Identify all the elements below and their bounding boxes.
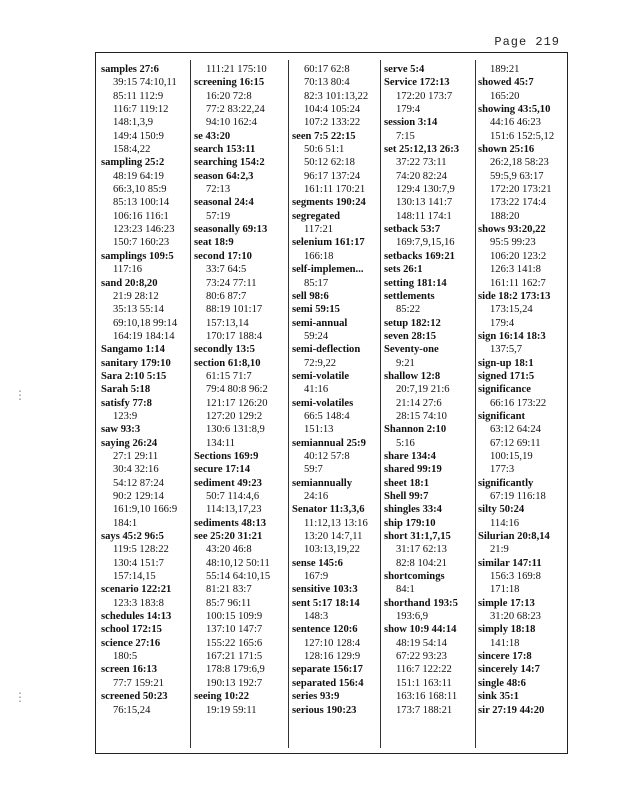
index-page-reference: 100:15 109:9 (206, 611, 263, 623)
index-page-reference: 128:16 129:9 (304, 651, 361, 663)
index-page-reference: 141:18 (490, 637, 520, 649)
index-page-reference: 106:16 116:1 (113, 210, 169, 222)
index-page-reference: 11:12,13 13:16 (304, 517, 368, 529)
index-term-entry: shared 99:19 (384, 464, 442, 476)
index-page-reference: 130:4 151:7 (113, 557, 164, 569)
index-page-reference: 188:20 (490, 210, 520, 222)
index-page-reference: 156:3 169:8 (490, 571, 541, 583)
index-page-reference: 67:22 93:23 (396, 651, 447, 663)
index-term-entry: Shannon 2:10 (384, 424, 447, 436)
index-page-reference: 48:19 54:14 (396, 637, 447, 649)
index-page-reference: 104:4 105:24 (304, 104, 361, 116)
index-page-reference: 48:10,12 50:11 (206, 557, 270, 569)
index-term-entry: separate 156:17 (292, 664, 363, 676)
index-page-reference: 67:12 69:11 (490, 437, 541, 449)
index-page-reference: 59:24 (304, 330, 329, 342)
index-page-reference: 74:20 82:24 (396, 170, 447, 182)
index-term-entry: school 172:15 (101, 624, 162, 636)
index-term-entry: screening 16:15 (194, 77, 265, 89)
index-page-reference: 73:24 77:11 (206, 277, 257, 289)
index-term-entry: signed 171:5 (478, 370, 535, 382)
index-term-entry: segregated (292, 210, 341, 222)
index-term-entry: sand 20:8,20 (101, 277, 158, 289)
index-term-entry: sensitive 103:3 (292, 584, 358, 596)
index-term-entry: satisfy 77:8 (101, 397, 152, 409)
index-term-entry: semi-deflection (292, 344, 361, 356)
index-page-reference: 67:19 116:18 (490, 491, 546, 502)
index-term-entry: showing 43:5,10 (478, 104, 551, 116)
index-term-entry: single 48:6 (478, 677, 526, 689)
index-term-entry: short 31:1,7,15 (384, 531, 451, 543)
index-page-reference: 106:20 123:2 (490, 250, 547, 262)
index-page-reference: 82:3 101:13,22 (304, 90, 369, 102)
index-term-entry: significantly (478, 477, 534, 489)
index-term-entry: side 18:2 173:13 (478, 290, 551, 302)
column-divider (475, 60, 476, 748)
index-page-reference: 117:21 (304, 224, 334, 236)
index-page-reference: 107:2 133:22 (304, 117, 361, 129)
index-page-reference: 16:20 72:8 (206, 90, 252, 102)
index-page-reference: 76:15,24 (113, 704, 151, 716)
index-term-entry: serve 5:4 (384, 64, 425, 75)
index-page-reference: 151:1 163:11 (396, 677, 452, 689)
index-page-reference: 21:9 (490, 544, 509, 556)
index-page-reference: 155:22 165:6 (206, 637, 263, 649)
index-page-reference: 69:10,18 99:14 (113, 317, 178, 329)
index-term-entry: says 45:2 96:5 (101, 531, 164, 543)
index-term-entry: similar 147:11 (478, 557, 542, 569)
index-page-reference: 127:20 129:2 (206, 410, 263, 422)
index-column-5 (478, 63, 566, 717)
index-term-entry: sampling 25:2 (101, 157, 165, 169)
index-term-entry: shortcomings (384, 571, 445, 583)
index-term-entry: secure 17:14 (194, 464, 250, 476)
index-page-reference: 123:23 146:23 (113, 224, 175, 236)
index-term-entry: session 3:14 (384, 117, 438, 129)
index-page-reference: 151:13 (304, 424, 334, 436)
index-term-entry: sediment 49:23 (194, 477, 262, 489)
index-term-entry: sink 35:1 (478, 691, 519, 703)
page-number-header: Page 219 (494, 35, 560, 49)
index-page-reference: 48:19 64:19 (113, 170, 164, 182)
index-page-reference: 149:4 150:9 (113, 130, 164, 142)
index-term-entry: Service 172:13 (384, 77, 450, 89)
index-page-reference: 80:6 87:7 (206, 290, 247, 302)
index-term-entry: Sections 169:9 (194, 450, 259, 462)
index-term-entry: sediments 48:13 (194, 517, 267, 529)
index-term-entry: season 64:2,3 (194, 170, 254, 182)
index-page-reference: 79:4 80:8 96:2 (206, 384, 268, 396)
index-page-reference: 57:19 (206, 210, 231, 222)
index-term-entry: semiannual 25:9 (292, 437, 366, 449)
index-page-reference: 148:11 174:1 (396, 210, 452, 222)
index-term-entry: samples 27:6 (101, 64, 159, 75)
index-page-reference: 167:21 171:5 (206, 651, 263, 663)
index-page-reference: 21:14 27:6 (396, 397, 442, 409)
index-page-reference: 66:5 148:4 (304, 410, 350, 422)
index-page-reference: 114:16 (490, 517, 520, 529)
index-term-entry: seasonally 69:13 (194, 224, 268, 236)
index-page-reference: 173:7 188:21 (396, 704, 453, 716)
index-page-reference: 90:2 129:14 (113, 491, 164, 502)
index-page-reference: 85:22 (396, 304, 421, 316)
index-term-entry: se 43:20 (194, 130, 231, 142)
index-page-reference: 123:3 183:8 (113, 597, 164, 609)
index-page-reference: 172:20 173:21 (490, 184, 552, 196)
index-page-reference: 172:20 173:7 (396, 90, 453, 102)
index-page-reference: 130:6 131:8,9 (206, 424, 265, 436)
index-page-reference: 70:13 80:4 (304, 77, 350, 89)
index-term-entry: showed 45:7 (478, 77, 534, 89)
index-term-entry: set 25:12,13 26:3 (384, 144, 460, 156)
index-page-reference: 24:16 (304, 491, 329, 502)
index-page-reference: 167:9 (304, 571, 329, 583)
index-page-reference: 54:12 87:24 (113, 477, 164, 489)
index-page-reference: 171:18 (490, 584, 520, 596)
index-term-entry: simple 17:13 (478, 597, 535, 609)
index-term-entry: sheet 18:1 (384, 477, 430, 489)
index-page-reference: 7:15 (396, 130, 415, 142)
index-page-reference: 50:6 51:1 (304, 144, 345, 156)
index-page-reference: 151:6 152:5,12 (490, 130, 555, 142)
index-page-reference: 161:11 170:21 (304, 184, 366, 196)
index-page-reference: 44:16 46:23 (490, 117, 541, 129)
index-page-reference: 21:9 28:12 (113, 290, 159, 302)
index-page-reference: 94:10 162:4 (206, 117, 257, 129)
index-term-entry: seven 28:15 (384, 330, 437, 342)
index-term-entry: Senator 11:3,3,6 (292, 504, 365, 516)
index-term-entry: shown 25:16 (478, 144, 535, 156)
index-page-reference: 179:4 (396, 104, 421, 116)
index-term-entry: sell 98:6 (292, 290, 329, 302)
index-term-entry: search 153:11 (194, 144, 256, 156)
index-term-entry: second 17:10 (194, 250, 252, 262)
index-page-reference: 88:19 101:17 (206, 304, 263, 316)
index-term-entry: Sangamo 1:14 (101, 344, 165, 356)
index-term-entry: sincerely 14:7 (478, 664, 540, 676)
index-page-reference: 148:3 (304, 611, 329, 623)
index-page-reference: 129:4 130:7,9 (396, 184, 455, 196)
index-page-reference: 169:7,9,15,16 (396, 237, 455, 249)
index-page-reference: 30:4 32:16 (113, 464, 159, 476)
index-term-entry: sign 16:14 18:3 (478, 330, 546, 342)
index-page-reference: 50:7 114:4,6 (206, 491, 260, 502)
index-term-entry: schedules 14:13 (101, 611, 172, 623)
index-term-entry: series 93:9 (292, 691, 340, 703)
index-term-entry: setbacks 169:21 (384, 250, 455, 262)
index-term-entry: seeing 10:22 (194, 691, 250, 703)
index-page-reference: 103:13,19,22 (304, 544, 360, 556)
index-page-reference: 116:7 119:12 (113, 104, 169, 116)
index-page-reference: 66:16 173:22 (490, 397, 547, 409)
index-column-2 (194, 63, 282, 717)
column-divider (288, 60, 289, 748)
index-term-entry: selenium 161:17 (292, 237, 365, 249)
index-page-reference: 189:21 (490, 64, 520, 75)
index-page-reference: 77:7 159:21 (113, 677, 164, 689)
punch-hole-mark: ⋮ (14, 388, 26, 402)
index-page-reference: 85:13 100:14 (113, 197, 170, 209)
index-page-reference: 178:8 179:6,9 (206, 664, 265, 676)
index-term-entry: shingles 33:4 (384, 504, 442, 516)
index-term-entry: semi 59:15 (292, 304, 340, 316)
index-page-reference: 31:17 62:13 (396, 544, 447, 556)
index-column-3 (292, 63, 378, 717)
index-term-entry: ship 179:10 (384, 517, 436, 529)
index-term-entry: shorthand 193:5 (384, 597, 458, 609)
index-page-reference: 163:16 168:11 (396, 691, 458, 703)
index-page-reference: 95:5 99:23 (490, 237, 536, 249)
index-page-reference: 179:4 (490, 317, 515, 329)
index-page-reference: 117:16 (113, 264, 143, 276)
index-page-reference: 127:10 128:4 (304, 637, 361, 649)
index-column-1 (101, 63, 187, 717)
index-term-entry: sanitary 179:10 (101, 357, 171, 369)
index-term-entry: share 134:4 (384, 450, 436, 462)
index-term-entry: Seventy-one (384, 344, 439, 356)
index-term-entry: settlements (384, 290, 435, 302)
index-page-reference: 119:5 128:22 (113, 544, 169, 556)
index-page-reference: 85:17 (304, 277, 329, 289)
index-page-reference: 72:9,22 (304, 357, 337, 369)
index-term-entry: see 25:20 31:21 (194, 531, 263, 543)
index-term-entry: semi-annual (292, 317, 348, 329)
index-page-reference: 26:2,18 58:23 (490, 157, 549, 169)
index-page-reference: 100:15,19 (490, 450, 533, 462)
index-page-reference: 59:7 (304, 464, 323, 476)
index-page-reference: 161:9,10 166:9 (113, 504, 178, 516)
index-page-reference: 82:8 104:21 (396, 557, 447, 569)
index-page-reference: 157:14,15 (113, 571, 156, 583)
index-page-reference: 41:16 (304, 384, 329, 396)
index-term-entry: saying 26:24 (101, 437, 158, 449)
index-page-reference: 35:13 55:14 (113, 304, 164, 316)
index-term-entry: setting 181:14 (384, 277, 447, 289)
index-term-entry: significant (478, 410, 526, 422)
index-page-reference: 116:7 122:22 (396, 664, 452, 676)
index-page-reference: 158:4,22 (113, 144, 151, 156)
index-page-reference: 157:13,14 (206, 317, 249, 329)
index-page-reference: 40:12 57:8 (304, 450, 350, 462)
index-page-reference: 60:17 62:8 (304, 64, 350, 75)
index-page-reference: 59:5,9 63:17 (490, 170, 544, 182)
index-term-entry: separated 156:4 (292, 677, 364, 689)
index-term-entry: silty 50:24 (478, 504, 525, 516)
index-term-entry: screened 50:23 (101, 691, 168, 703)
index-page-reference: 72:13 (206, 184, 231, 196)
index-term-entry: secondly 13:5 (194, 344, 255, 356)
index-column-4 (384, 63, 472, 717)
index-page-reference: 166:18 (304, 250, 334, 262)
index-page-reference: 161:11 162:7 (490, 277, 546, 289)
index-term-entry: semiannually (292, 477, 353, 489)
index-page-reference: 134:11 (206, 437, 236, 449)
index-page-reference: 114:13,17,23 (206, 504, 262, 516)
index-page-reference: 137:10 147:7 (206, 624, 263, 636)
index-term-entry: significance (478, 384, 531, 396)
index-page-reference: 137:5,7 (490, 344, 523, 356)
index-page-reference: 37:22 73:11 (396, 157, 447, 169)
index-page-reference: 50:12 62:18 (304, 157, 355, 169)
index-page-reference: 190:13 192:7 (206, 677, 263, 689)
index-page-reference: 164:19 184:14 (113, 330, 175, 342)
index-page-reference: 20:7,19 21:6 (396, 384, 450, 396)
column-divider (380, 60, 381, 748)
index-page-reference: 177:3 (490, 464, 515, 476)
index-term-entry: scenario 122:21 (101, 584, 172, 596)
punch-hole-mark: ⋮ (14, 690, 26, 704)
index-page-reference: 126:3 141:8 (490, 264, 541, 276)
index-page-reference: 85:11 112:9 (113, 90, 164, 102)
index-term-entry: setback 53:7 (384, 224, 441, 236)
index-page-reference: 13:20 14:7,11 (304, 531, 363, 543)
index-page-reference: 148:1,3,9 (113, 117, 154, 129)
index-page-reference: 150:7 160:23 (113, 237, 170, 249)
index-term-entry: seasonal 24:4 (194, 197, 254, 209)
index-page-reference: 5:16 (396, 437, 415, 449)
index-term-entry: samplings 109:5 (101, 250, 174, 262)
index-page-reference: 193:6,9 (396, 611, 429, 623)
index-term-entry: Silurian 20:8,14 (478, 531, 550, 543)
index-term-entry: Sara 2:10 5:15 (101, 370, 167, 382)
index-term-entry: Sarah 5:18 (101, 384, 151, 396)
index-page-reference: 184:1 (113, 517, 138, 529)
index-term-entry: shallow 12:8 (384, 370, 441, 382)
index-term-entry: sir 27:19 44:20 (478, 704, 545, 716)
index-term-entry: sets 26:1 (384, 264, 423, 276)
index-term-entry: sign-up 18:1 (478, 357, 534, 369)
index-page-reference: 31:20 68:23 (490, 611, 541, 623)
index-page-reference: 173:15,24 (490, 304, 533, 316)
index-term-entry: sense 145:6 (292, 557, 343, 569)
index-page-reference: 9:21 (396, 357, 415, 369)
index-term-entry: seat 18:9 (194, 237, 234, 249)
index-term-entry: semi-volatile (292, 370, 350, 382)
index-term-entry: searching 154:2 (194, 157, 265, 169)
index-term-entry: semi-volatiles (292, 397, 354, 409)
index-term-entry: serious 190:23 (292, 704, 357, 716)
index-term-entry: science 27:16 (101, 637, 161, 649)
index-page-reference: 55:14 64:10,15 (206, 571, 271, 583)
index-page-reference: 111:21 175:10 (206, 64, 267, 75)
index-page-reference: 170:17 188:4 (206, 330, 263, 342)
index-page-reference: 173:22 174:4 (490, 197, 547, 209)
index-term-entry: sent 5:17 18:14 (292, 597, 360, 609)
index-term-entry: segments 190:24 (292, 197, 366, 209)
column-divider (190, 60, 191, 748)
index-page-reference: 130:13 141:7 (396, 197, 453, 209)
index-page-reference: 96:17 137:24 (304, 170, 361, 182)
index-page-reference: 27:1 29:11 (113, 450, 159, 462)
index-page-reference: 180:5 (113, 651, 138, 663)
index-page-reference: 165:20 (490, 90, 520, 102)
index-term-entry: sentence 120:6 (292, 624, 358, 636)
index-page-reference: 63:12 64:24 (490, 424, 541, 436)
index-term-entry: section 61:8,10 (194, 357, 261, 369)
index-page-reference: 123:9 (113, 410, 138, 422)
index-term-entry: simply 18:18 (478, 624, 536, 636)
index-term-entry: Shell 99:7 (384, 491, 429, 502)
index-page-reference: 19:19 59:11 (206, 704, 257, 716)
index-term-entry: sincere 17:8 (478, 651, 532, 663)
index-term-entry: setup 182:12 (384, 317, 441, 329)
index-term-entry: shows 93:20,22 (478, 224, 546, 236)
index-page-reference: 84:1 (396, 584, 415, 596)
index-page-reference: 43:20 46:8 (206, 544, 252, 556)
index-page-reference: 28:15 74:10 (396, 410, 447, 422)
index-page-reference: 39:15 74:10,11 (113, 77, 177, 89)
index-term-entry: screen 16:13 (101, 664, 157, 676)
index-page-reference: 61:15 71:7 (206, 370, 252, 382)
index-page-reference: 66:3,10 85:9 (113, 184, 167, 196)
index-page-frame (95, 52, 568, 754)
index-term-entry: saw 93:3 (101, 424, 141, 436)
index-term-entry: show 10:9 44:14 (384, 624, 457, 636)
index-term-entry: self-implemen... (292, 264, 364, 276)
index-page-reference: 77:2 83:22,24 (206, 104, 265, 116)
index-term-entry: seen 7:5 22:15 (292, 130, 356, 142)
index-page-reference: 81:21 83:7 (206, 584, 252, 596)
index-page-reference: 85:7 96:11 (206, 597, 252, 609)
index-page-reference: 33:7 64:5 (206, 264, 247, 276)
index-page-reference: 121:17 126:20 (206, 397, 268, 409)
